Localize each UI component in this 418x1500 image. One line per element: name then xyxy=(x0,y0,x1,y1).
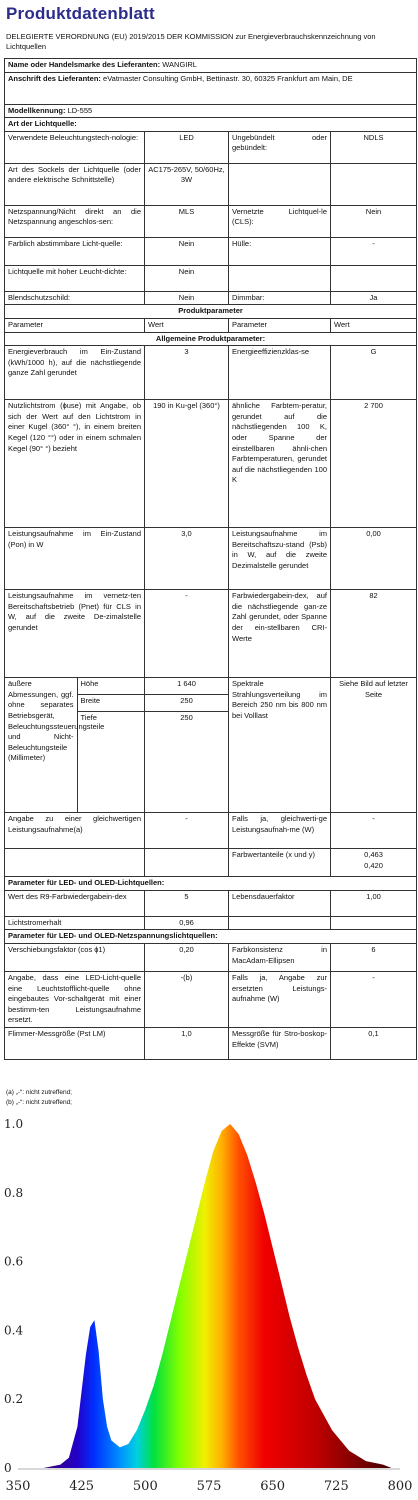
type-value xyxy=(331,163,417,205)
type-value xyxy=(331,265,417,291)
col-param-header: Parameter xyxy=(5,318,145,332)
type-label: Blendschutzschild: xyxy=(5,291,145,305)
type-value: NDLS xyxy=(331,131,417,163)
type-value: MLS xyxy=(145,205,229,237)
shift-row xyxy=(5,943,417,971)
spectral-label: Spektrale Strahlungsverteilung im Bereich 250 nm bis 800 nm bei Volllast xyxy=(229,678,331,813)
supplier-address-label: Anschrift des Lieferanten: xyxy=(8,73,101,83)
x-tick-label: 500 xyxy=(132,1479,158,1494)
type-value: - xyxy=(331,237,417,265)
type-value: AC175-265V, 50/60Hz, 3W xyxy=(145,163,229,205)
y-tick-label: 0.2 xyxy=(4,1392,24,1407)
chromaticity-y: 0,420 xyxy=(364,860,383,870)
flicker-row xyxy=(5,1027,417,1059)
dimensions-label: äußere Abmessungen, ggf. ohne separates Betriebsgerät, Beleuchtungssteuerungsteile und Nicht-Beleuchtungsteile (Millimeter) xyxy=(5,678,77,812)
cct-label: ähnliche Farbtem-peratur, gerundet auf die nächstliegenden 100 K, oder Spanne der einstellbaren ähnli-chen Farbtemperaturen, gerundet auf die nächstliegenden 100 K xyxy=(229,400,331,528)
shift-factor-value: 0,20 xyxy=(145,943,229,971)
type-label: Ungebündelt oder gebündelt: xyxy=(229,131,331,163)
regulation-subtitle: DELEGIERTE VERORDNUNG (EU) 2019/2015 DER KOMMISSION zur Energieverbrauchskennzeichnung von Lichtquellen xyxy=(6,32,376,51)
mains-params-heading: Parameter für LED- und OLED-Netzspannungslichtquellen: xyxy=(5,930,417,944)
type-label xyxy=(229,265,331,291)
retrofit-power-value: - xyxy=(331,971,417,1027)
model-value: LD-555 xyxy=(67,105,93,115)
standby-value: 0,00 xyxy=(331,528,417,590)
x-tick-label: 575 xyxy=(196,1479,222,1494)
type-label xyxy=(229,163,331,205)
equivalent-power-value: - xyxy=(331,813,417,849)
retrofit-value: -(b) xyxy=(145,971,229,1027)
energy-class-value: G xyxy=(331,346,417,400)
type-value: Nein xyxy=(145,237,229,265)
x-tick-label: 800 xyxy=(387,1479,413,1494)
model-row xyxy=(5,104,417,118)
footnote-b: (b) „-“: nicht zutreffend; xyxy=(6,1099,72,1106)
col-value-header: Wert xyxy=(331,318,417,332)
life-factor-value: 1,00 xyxy=(331,890,417,916)
type-label: Farblich abstimmbare Licht-quelle: xyxy=(5,237,145,265)
dim-name: Tiefe xyxy=(80,713,97,723)
supplier-name-row xyxy=(5,59,417,73)
energy-label: Energieverbrauch im Ein-Zustand (kWh/1000 h), auf die nächstliegende ganze Zahl gerundet xyxy=(5,346,145,400)
column-header-row xyxy=(5,318,417,332)
type-label: Netzspannung/Nicht direkt an die Netzspannung angeschlos-sen: xyxy=(5,205,145,237)
y-tick-label: 0.6 xyxy=(4,1254,24,1269)
dim-name: Breite xyxy=(77,695,145,712)
energy-value: 3 xyxy=(145,346,229,400)
macadam-label: Farbkonsistenz in MacAdam-Ellipsen xyxy=(229,943,331,971)
dim-name: Höhe xyxy=(77,678,145,695)
type-label: Vernetzte Lichtquel-le (CLS): xyxy=(229,205,331,237)
product-data-sheet xyxy=(4,58,416,1060)
product-params-heading: Produktparameter xyxy=(5,305,417,319)
networked-value: - xyxy=(145,590,229,678)
spectrum-area xyxy=(43,1124,391,1468)
plot-area xyxy=(18,1123,400,1469)
r9-row xyxy=(5,890,417,916)
x-tick-label: 350 xyxy=(5,1479,31,1494)
x-axis-ticks xyxy=(6,1479,413,1494)
flux-row xyxy=(5,400,417,528)
cri-value: 82 xyxy=(331,590,417,678)
type-row xyxy=(5,265,417,291)
cct-value: 2 700 xyxy=(331,400,417,528)
energy-row xyxy=(5,346,417,400)
flicker-label: Flimmer-Messgröße (Pst LM) xyxy=(5,1027,145,1059)
type-heading: Art der Lichtquelle: xyxy=(5,118,417,132)
r9-label: Wert des R9-Farbwiedergabein-dex xyxy=(5,890,145,916)
col-param-header: Parameter xyxy=(229,318,331,332)
x-tick-label: 650 xyxy=(260,1479,286,1494)
svm-value: 0,1 xyxy=(331,1027,417,1059)
networked-row xyxy=(5,590,417,678)
model-label: Modellkennung: xyxy=(8,105,66,115)
general-heading: Allgemeine Produktparameter: xyxy=(5,332,417,346)
y-tick-label: 0.4 xyxy=(4,1323,24,1338)
type-value: LED xyxy=(145,131,229,163)
product-params-heading-row xyxy=(5,305,417,319)
equivalent-power-label: Falls ja, gleichwerti-ge Leistungsaufnah-me (W) xyxy=(229,813,331,849)
type-label: Hülle: xyxy=(229,237,331,265)
type-row xyxy=(5,291,417,305)
chromaticity-row xyxy=(5,849,417,877)
cri-label: Farbwiedergabein-dex, auf die nächstliegende gan-ze Zahl gerundet, oder Spanne der ein-stellbaren CRI-Werte xyxy=(229,590,331,678)
general-heading-row xyxy=(5,332,417,346)
y-tick-label: 0 xyxy=(4,1461,12,1475)
dim-value: 250 xyxy=(145,695,228,712)
supplier-address-value: eVatmaster Consulting GmbH, Bettinastr. 30, 60325 Frankfurt am Main, DE xyxy=(103,73,353,83)
type-label: Lichtquelle mit hoher Leucht-dichte: xyxy=(5,265,145,291)
networked-label: Leistungsaufnahme im vernetz-ten Bereitschaftsbetrieb (Pnet) für CLS in W, auf die zweite De-zimalstelle gerundet xyxy=(5,590,145,678)
type-row xyxy=(5,131,417,163)
dim-value: 1 640 xyxy=(145,678,228,695)
svm-label: Messgröße für Stro-boskop-Effekte (SVM) xyxy=(229,1027,331,1059)
r9-value: 5 xyxy=(145,890,229,916)
retrofit-row xyxy=(5,971,417,1027)
type-value: Nein xyxy=(145,265,229,291)
chromaticity-x: 0,463 xyxy=(364,850,383,860)
equivalent-value: - xyxy=(145,813,229,849)
data-table xyxy=(4,58,417,1060)
dim-value: 250 xyxy=(180,713,193,723)
type-row xyxy=(5,205,417,237)
dimensions-row xyxy=(5,678,417,813)
type-value: Nein xyxy=(145,291,229,305)
footnote-a: (a) „-“: nicht zutreffend; xyxy=(6,1089,72,1096)
led-params-heading: Parameter für LED- und OLED-Lichtquellen: xyxy=(5,877,417,891)
flux-label: Nutzlichtstrom (ɸuse) mit Angabe, ob sich der Wert auf den Lichtstrom in einer Kugel (360° °), in einem breiten Kegel (120 °°) oder in einem schmalen Kegel (90° °) bezieht xyxy=(5,400,145,528)
type-value: Nein xyxy=(331,205,417,237)
dimensions-table xyxy=(5,678,145,812)
y-tick-label: 0.8 xyxy=(4,1185,24,1200)
dimensions-values xyxy=(145,678,228,812)
supplier-address-row xyxy=(5,72,417,104)
shift-factor-label: Verschiebungsfaktor (cos ɸ1) xyxy=(5,943,145,971)
power-on-value: 3,0 xyxy=(145,528,229,590)
macadam-value: 6 xyxy=(331,943,417,971)
maintenance-label: Lichtstromerhalt xyxy=(5,916,145,930)
type-row xyxy=(5,237,417,265)
type-label: Verwendete Beleuchtungstech-nologie: xyxy=(5,131,145,163)
power-row xyxy=(5,528,417,590)
supplier-name-value: WANGIRL xyxy=(162,60,197,69)
led-heading-row xyxy=(5,877,417,891)
maintenance-value: 0,96 xyxy=(145,916,229,930)
standby-label: Leistungsaufnahme im Bereitschaftszu-stand (Psb) in W, auf die zweite Dezimalstelle gerundet xyxy=(229,528,331,590)
mains-heading-row xyxy=(5,930,417,944)
energy-class-label: Energieeffizienzklas-se xyxy=(229,346,331,400)
spectral-distribution-chart xyxy=(0,1108,418,1500)
power-on-label: Leistungsaufnahme im Ein-Zustand (Pon) in W xyxy=(5,528,145,590)
flux-value: 190 in Ku-gel (360°) xyxy=(145,400,229,528)
spectral-value: Siehe Bild auf letzter Seite xyxy=(331,678,417,813)
life-factor-label: Lebensdauerfaktor xyxy=(229,890,331,916)
col-value-header: Wert xyxy=(145,318,229,332)
x-tick-label: 725 xyxy=(323,1479,349,1494)
type-heading-row xyxy=(5,118,417,132)
y-axis-ticks xyxy=(4,1117,23,1475)
equivalent-label: Angabe zu einer gleichwertigen Leistungsaufnahme(a) xyxy=(5,813,145,849)
x-tick-label: 425 xyxy=(69,1479,95,1494)
supplier-name-label: Name oder Handelsmarke des Lieferanten: xyxy=(8,60,161,69)
y-tick-label: 1.0 xyxy=(4,1117,24,1131)
page-title: Produktdatenblatt xyxy=(6,4,155,23)
type-value: Ja xyxy=(331,291,417,305)
chromaticity-label: Farbwertanteile (x und y) xyxy=(229,849,331,877)
type-label: Dimmbar: xyxy=(229,291,331,305)
type-label: Art des Sockels der Lichtquelle (oder andere elektrische Schnittstelle) xyxy=(5,163,145,205)
equivalent-row xyxy=(5,813,417,849)
type-row xyxy=(5,163,417,205)
retrofit-power-label: Falls ja, Angabe zur ersetzten Leistungs-aufnahme (W) xyxy=(229,971,331,1027)
maintenance-row xyxy=(5,916,417,930)
retrofit-label: Angabe, dass eine LED-Licht-quelle eine Leuchtstofflicht-quelle ohne eingebautes Vor-schaltgerät mit einer bestimm-ten Leistungsaufnahme ersetzt. xyxy=(5,971,145,1027)
flicker-value: 1,0 xyxy=(145,1027,229,1059)
